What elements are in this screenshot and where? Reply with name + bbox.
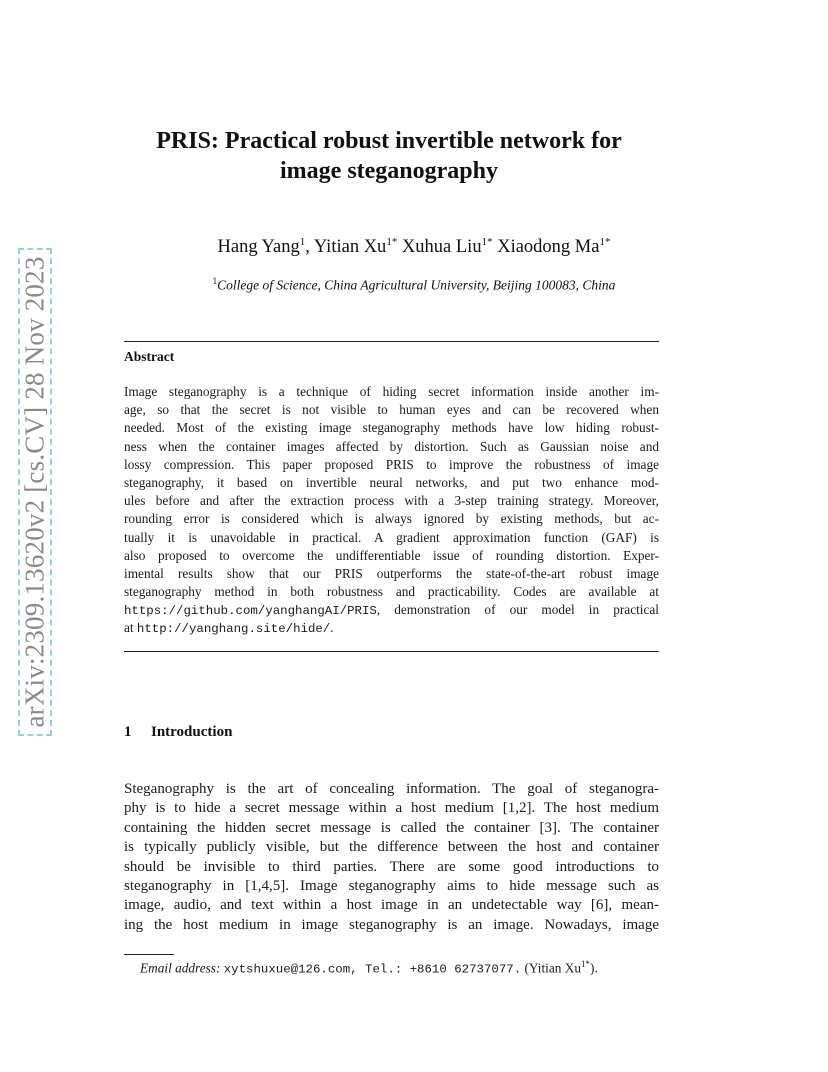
- abstract-line: ness when the container images affected by distortion. Such as Gaussian noise and: [124, 438, 659, 454]
- author-separator: ,: [305, 237, 314, 258]
- abstract-body: [124, 383, 659, 638]
- introduction-body: [124, 780, 659, 935]
- arxiv-stamp: arXiv:2309.13620v2 [cs.CV] 28 Nov 2023: [19, 256, 50, 728]
- abstract-line: imental results show that our PRIS outperforms the state-of-the-art robust image: [124, 565, 659, 581]
- footnote: [140, 959, 660, 976]
- affiliation-text: College of Science, China Agricultural University, Beijing 100083, China: [217, 277, 616, 293]
- demo-link[interactable]: http://yanghang.site/hide/: [136, 622, 331, 637]
- affiliation-mark: 1: [212, 276, 218, 286]
- abstract-line-text: at: [124, 620, 137, 636]
- intro-line: should be invisible to third parties. There are some good introductions to: [124, 858, 659, 875]
- author-affiliation-mark: 1*: [599, 236, 611, 248]
- abstract-line: steganography method in both robustness and practicability. Codes are available at: [124, 584, 659, 600]
- affiliation: [100, 276, 728, 294]
- abstract-line: tually it is unavoidable in practical. A gradient approximation function (GAF) is: [124, 529, 659, 545]
- footnote-email: xytshuxue@126.com, Tel.: +8610 62737077.: [223, 962, 522, 977]
- author-name: Hang Yang: [217, 237, 300, 258]
- intro-line: image, audio, and text within a host image in an undetectable way [6], mean-: [124, 897, 659, 914]
- paper-title: [100, 126, 678, 186]
- author-affiliation-mark: 1*: [481, 236, 493, 248]
- abstract-line: ules before and after the extraction process with a 3-step training strategy. Moreover,: [124, 493, 659, 509]
- author-name: Yitian Xu: [313, 237, 387, 258]
- abstract-line-text: , demonstration of our model in practical: [376, 602, 659, 618]
- footnote-rule: [124, 954, 174, 955]
- author-affiliation-mark: 1: [299, 236, 306, 248]
- abstract-line: rounding error is considered which is always ignored by existing methods, but ac-: [124, 511, 659, 527]
- abstract-line: lossy compression. This paper proposed PRIS to improve the robustness of image: [124, 456, 659, 472]
- abstract-top-rule: [124, 341, 659, 342]
- code-repo-link[interactable]: https://github.com/yanghangAI/PRIS: [124, 604, 377, 619]
- intro-line: containing the hidden secret message is called the container [3]. The container: [124, 819, 659, 836]
- intro-line: phy is to hide a secret message within a host medium [1,2]. The host medium: [124, 800, 659, 817]
- title-line: image steganography: [280, 158, 498, 184]
- abstract-line: also proposed to overcome the undifferentiable issue of rounding distortion. Exper-: [124, 547, 659, 563]
- title-line: PRIS: Practical robust invertible network for: [156, 128, 622, 154]
- section-title: Introduction: [151, 724, 233, 740]
- abstract-line: Image steganography is a technique of hiding secret information inside another im-: [124, 384, 659, 399]
- author-name: Xuhua Liu: [401, 237, 482, 258]
- abstract-line: age, so that the secret is not visible to human eyes and can be recovered when: [124, 402, 659, 418]
- footnote-end: ).: [590, 960, 598, 976]
- abstract-line: steganography, it based on invertible neural networks, and put two enhance mod-: [124, 474, 659, 490]
- abstract-bottom-rule: [124, 651, 659, 652]
- intro-line: steganography in [1,4,5]. Image steganography aims to hide message such as: [124, 877, 659, 894]
- intro-line: is typically publicly visible, but the difference between the host and container: [124, 839, 659, 856]
- footnote-label: Email address:: [140, 960, 221, 976]
- section-heading: [124, 724, 232, 741]
- abstract-line-text: .: [330, 620, 334, 636]
- author-list: [100, 236, 728, 258]
- section-number: 1: [124, 724, 132, 740]
- abstract-heading: Abstract: [124, 349, 175, 364]
- footnote-name: (Yitian Xu: [524, 960, 582, 976]
- author-affiliation-mark: 1*: [386, 236, 398, 248]
- intro-line: ing the host medium in image steganography is an image. Nowadays, image: [124, 916, 659, 933]
- author-name: Xiaodong Ma: [497, 237, 600, 258]
- abstract-line: [124, 619, 659, 637]
- abstract-line: [124, 601, 659, 619]
- abstract-line: needed. Most of the existing image steganography methods have low hiding robust-: [124, 420, 659, 436]
- footnote-mark: 1*: [581, 959, 591, 969]
- intro-line: Steganography is the art of concealing information. The goal of steganogra-: [124, 781, 659, 797]
